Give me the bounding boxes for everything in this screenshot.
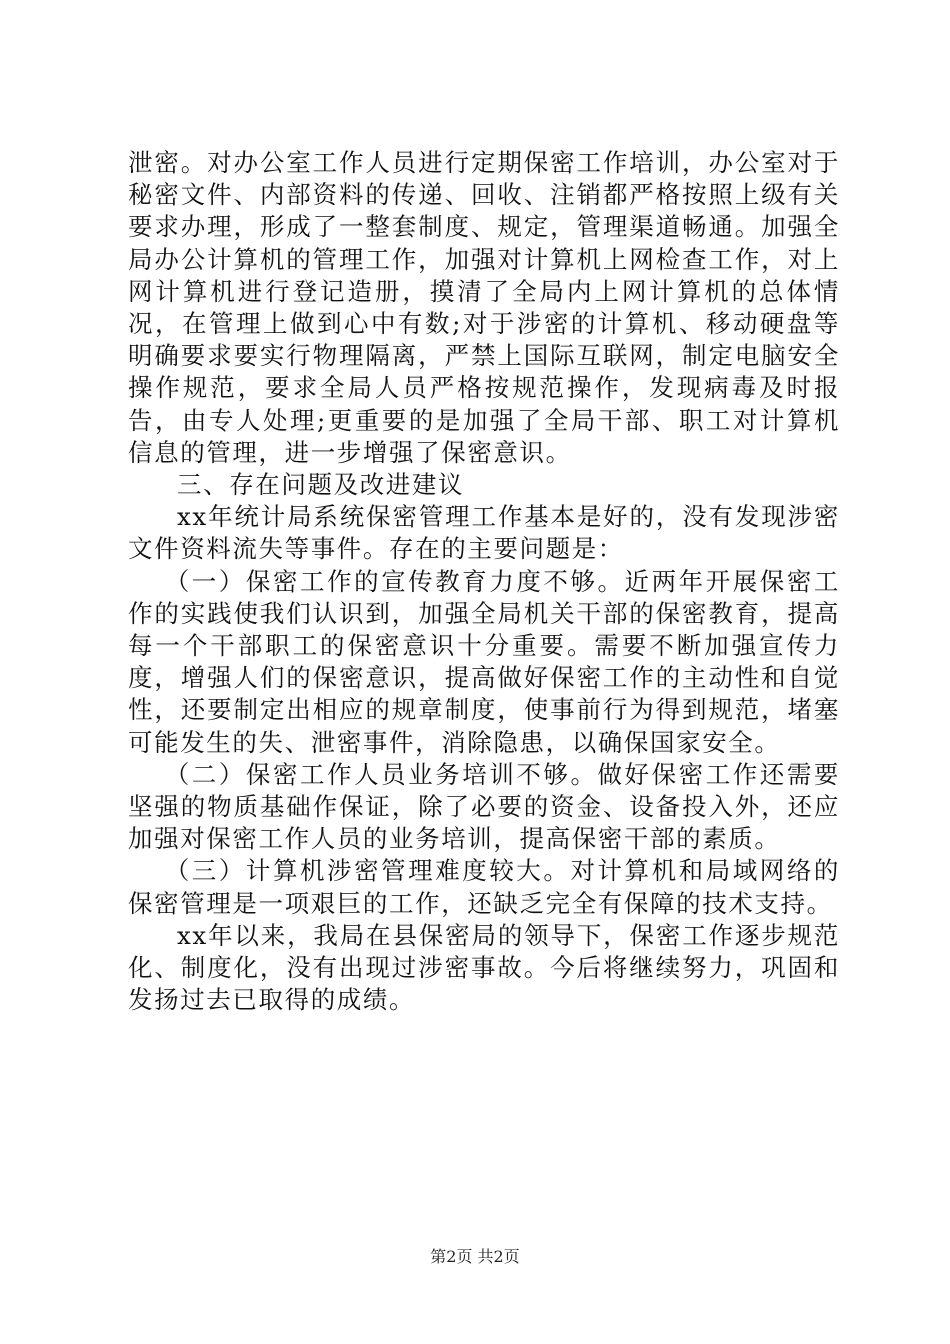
paragraph-issue-one: （一）保密工作的宣传教育力度不够。近两年开展保密工作的实践使我们认识到，加强全局机关干部的保密教育，提高每一个干部职工的保密意识十分重要。需要不断加强宣传力度，增强人们的保密意识，提高做好保密工作的主动性和自觉性，还要制定出相应的规章制度，使事前行为得到规范，堵塞可能发生的失、泄密事件，消除隐患，以确保国家安全。 <box>128 566 840 757</box>
paragraph-continuation: 泄密。对办公室工作人员进行定期保密工作培训，办公室对于秘密文件、内部资料的传递、回收、注销都严格按照上级有关要求办理，形成了一整套制度、规定，管理渠道畅通。加强全局办公计算机的管理工作，加强对计算机上网检查工作，对上网计算机进行登记造册，摸清了全局内上网计算机的总体情况，在管理上做到心中有数;对于涉密的计算机、移动硬盘等明确要求要实行物理隔离，严禁上国际互联网，制定电脑安全操作规范，要求全局人员严格按规范操作，发现病毒及时报告，由专人处理;更重要的是加强了全局干部、职工对计算机信息的管理，进一步增强了保密意识。 <box>128 148 840 467</box>
paragraph-issue-three: （三）计算机涉密管理难度较大。对计算机和局域网络的保密管理是一项艰巨的工作，还缺乏完全有保障的技术支持。 <box>128 856 840 918</box>
section-heading: 三、存在问题及改进建议 <box>177 470 465 500</box>
page-number-footer: 第2页 共2页 <box>430 1247 520 1266</box>
paragraph-conclusion: xx年以来，我局在县保密局的领导下，保密工作逐步规范化、制度化，没有出现过涉密事故。今后将继续努力，巩固和发扬过去已取得的成绩。 <box>128 920 840 1015</box>
document-body <box>128 147 840 1016</box>
paragraph-summary: xx年统计局系统保密管理工作基本是好的，没有发现涉密文件资料流失等事件。存在的主要问题是： <box>128 502 840 564</box>
paragraph-issue-two: （二）保密工作人员业务培训不够。做好保密工作还需要坚强的物质基础作保证，除了必要的资金、设备投入外，还应加强对保密工作人员的业务培训，提高保密干部的素质。 <box>128 759 840 854</box>
